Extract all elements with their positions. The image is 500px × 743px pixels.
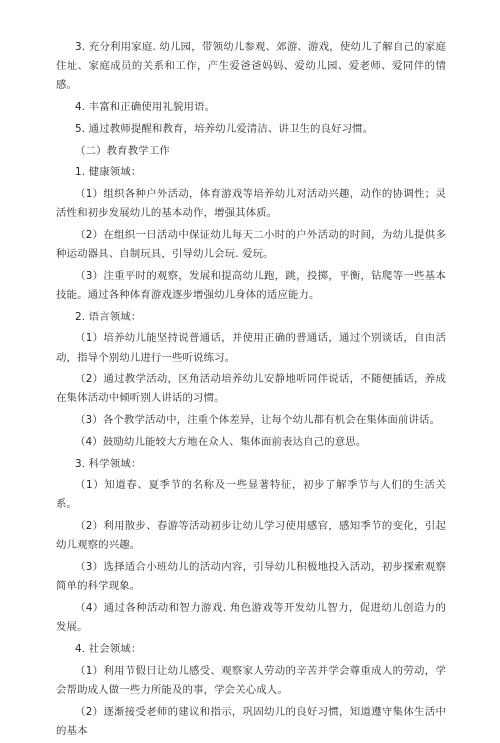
subheading-health-domain: 1. 健康领域： — [75, 166, 142, 179]
subheading-language-domain: 2. 语言领域： — [75, 310, 142, 323]
subheading-social-domain: 4. 社会领域： — [75, 642, 142, 655]
health-item-2: （2）在组织一日活动中保证幼儿每天二小时的户外活动的时间，为幼儿提供多种运动器具、自制玩具，引导幼儿会玩. 爱玩。 — [56, 228, 446, 261]
paragraph-family-activities: 3. 充分利用家庭. 幼儿园，带领幼儿参观、郊游、游戏，使幼儿了解自己的家庭住址、家庭成员的关系和工作，产生爱爸爸妈妈、爱幼儿园、爱老师、爱同伴的情感。 — [56, 41, 446, 92]
science-item-2: （2）利用散步、春游等活动初步让幼儿学习使用感官，感知季节的变化，引起幼儿观察的兴趣。 — [56, 520, 446, 552]
section-heading-teaching-work: （二）教育教学工作 — [75, 144, 170, 157]
science-item-1: （1）知道春、夏季节的名称及一些显著特征，初步了解季节与人们的生活关系。 — [56, 479, 446, 511]
language-item-2: （2）通过教学活动，区角活动培养幼儿安静地听同伴说话，不随便插话，养成在集体活动中倾听别人讲话的习惯。 — [56, 373, 446, 405]
language-item-1: （1）培养幼儿能坚持说普通话，并使用正确的普通话，通过个别谈话，自由活动，指导个别幼儿进行一些听说练习。 — [56, 332, 446, 364]
paragraph-polite-language: 4. 丰富和正确使用礼貌用语。 — [75, 101, 216, 114]
science-item-3: （3）选择适合小班幼儿的活动内容，引导幼儿积极地投入活动，初步探索观察简单的科学现象。 — [56, 561, 446, 593]
health-item-3: （3）注重平时的观察，发展和提高幼儿跑，跳，投掷，平衡，钻爬等一些基本技能。通过各种体育游戏逐步增强幼儿身体的适应能力。 — [56, 269, 446, 301]
social-item-2: （2）逐渐接受老师的建议和指示，巩固幼儿的良好习惯，知道遵守集体生活中的基本 — [56, 705, 446, 737]
social-item-1: （1）利用节假日让幼儿感受、观察家人劳动的辛苦并学会尊重成人的劳动，学会帮助成人做一些力所能及的事，学会关心成人。 — [56, 664, 446, 696]
document-body — [56, 38, 446, 743]
language-item-4: （4）鼓励幼儿能较大方地在众人、集体面前表达自己的意思。 — [75, 435, 367, 448]
language-item-3: （3）各个教学活动中，注重个体差异，让每个幼儿都有机会在集体面前讲话。 — [75, 414, 441, 427]
science-item-4: （4）通过各种活动和智力游戏. 角色游戏等开发幼儿智力，促进幼儿创造力的发展。 — [56, 601, 446, 634]
health-item-1: （1）组织各种户外活动，体育游戏等培养幼儿对活动兴趣，动作的协调性；灵活性和初步发展幼儿的基本动作，增强其体质。 — [56, 187, 446, 220]
subheading-science-domain: 3. 科学领域： — [75, 457, 142, 470]
paragraph-hygiene-habits: 5. 通过教师提醒和教育，培养幼儿爱清洁、讲卫生的良好习惯。 — [75, 122, 374, 135]
